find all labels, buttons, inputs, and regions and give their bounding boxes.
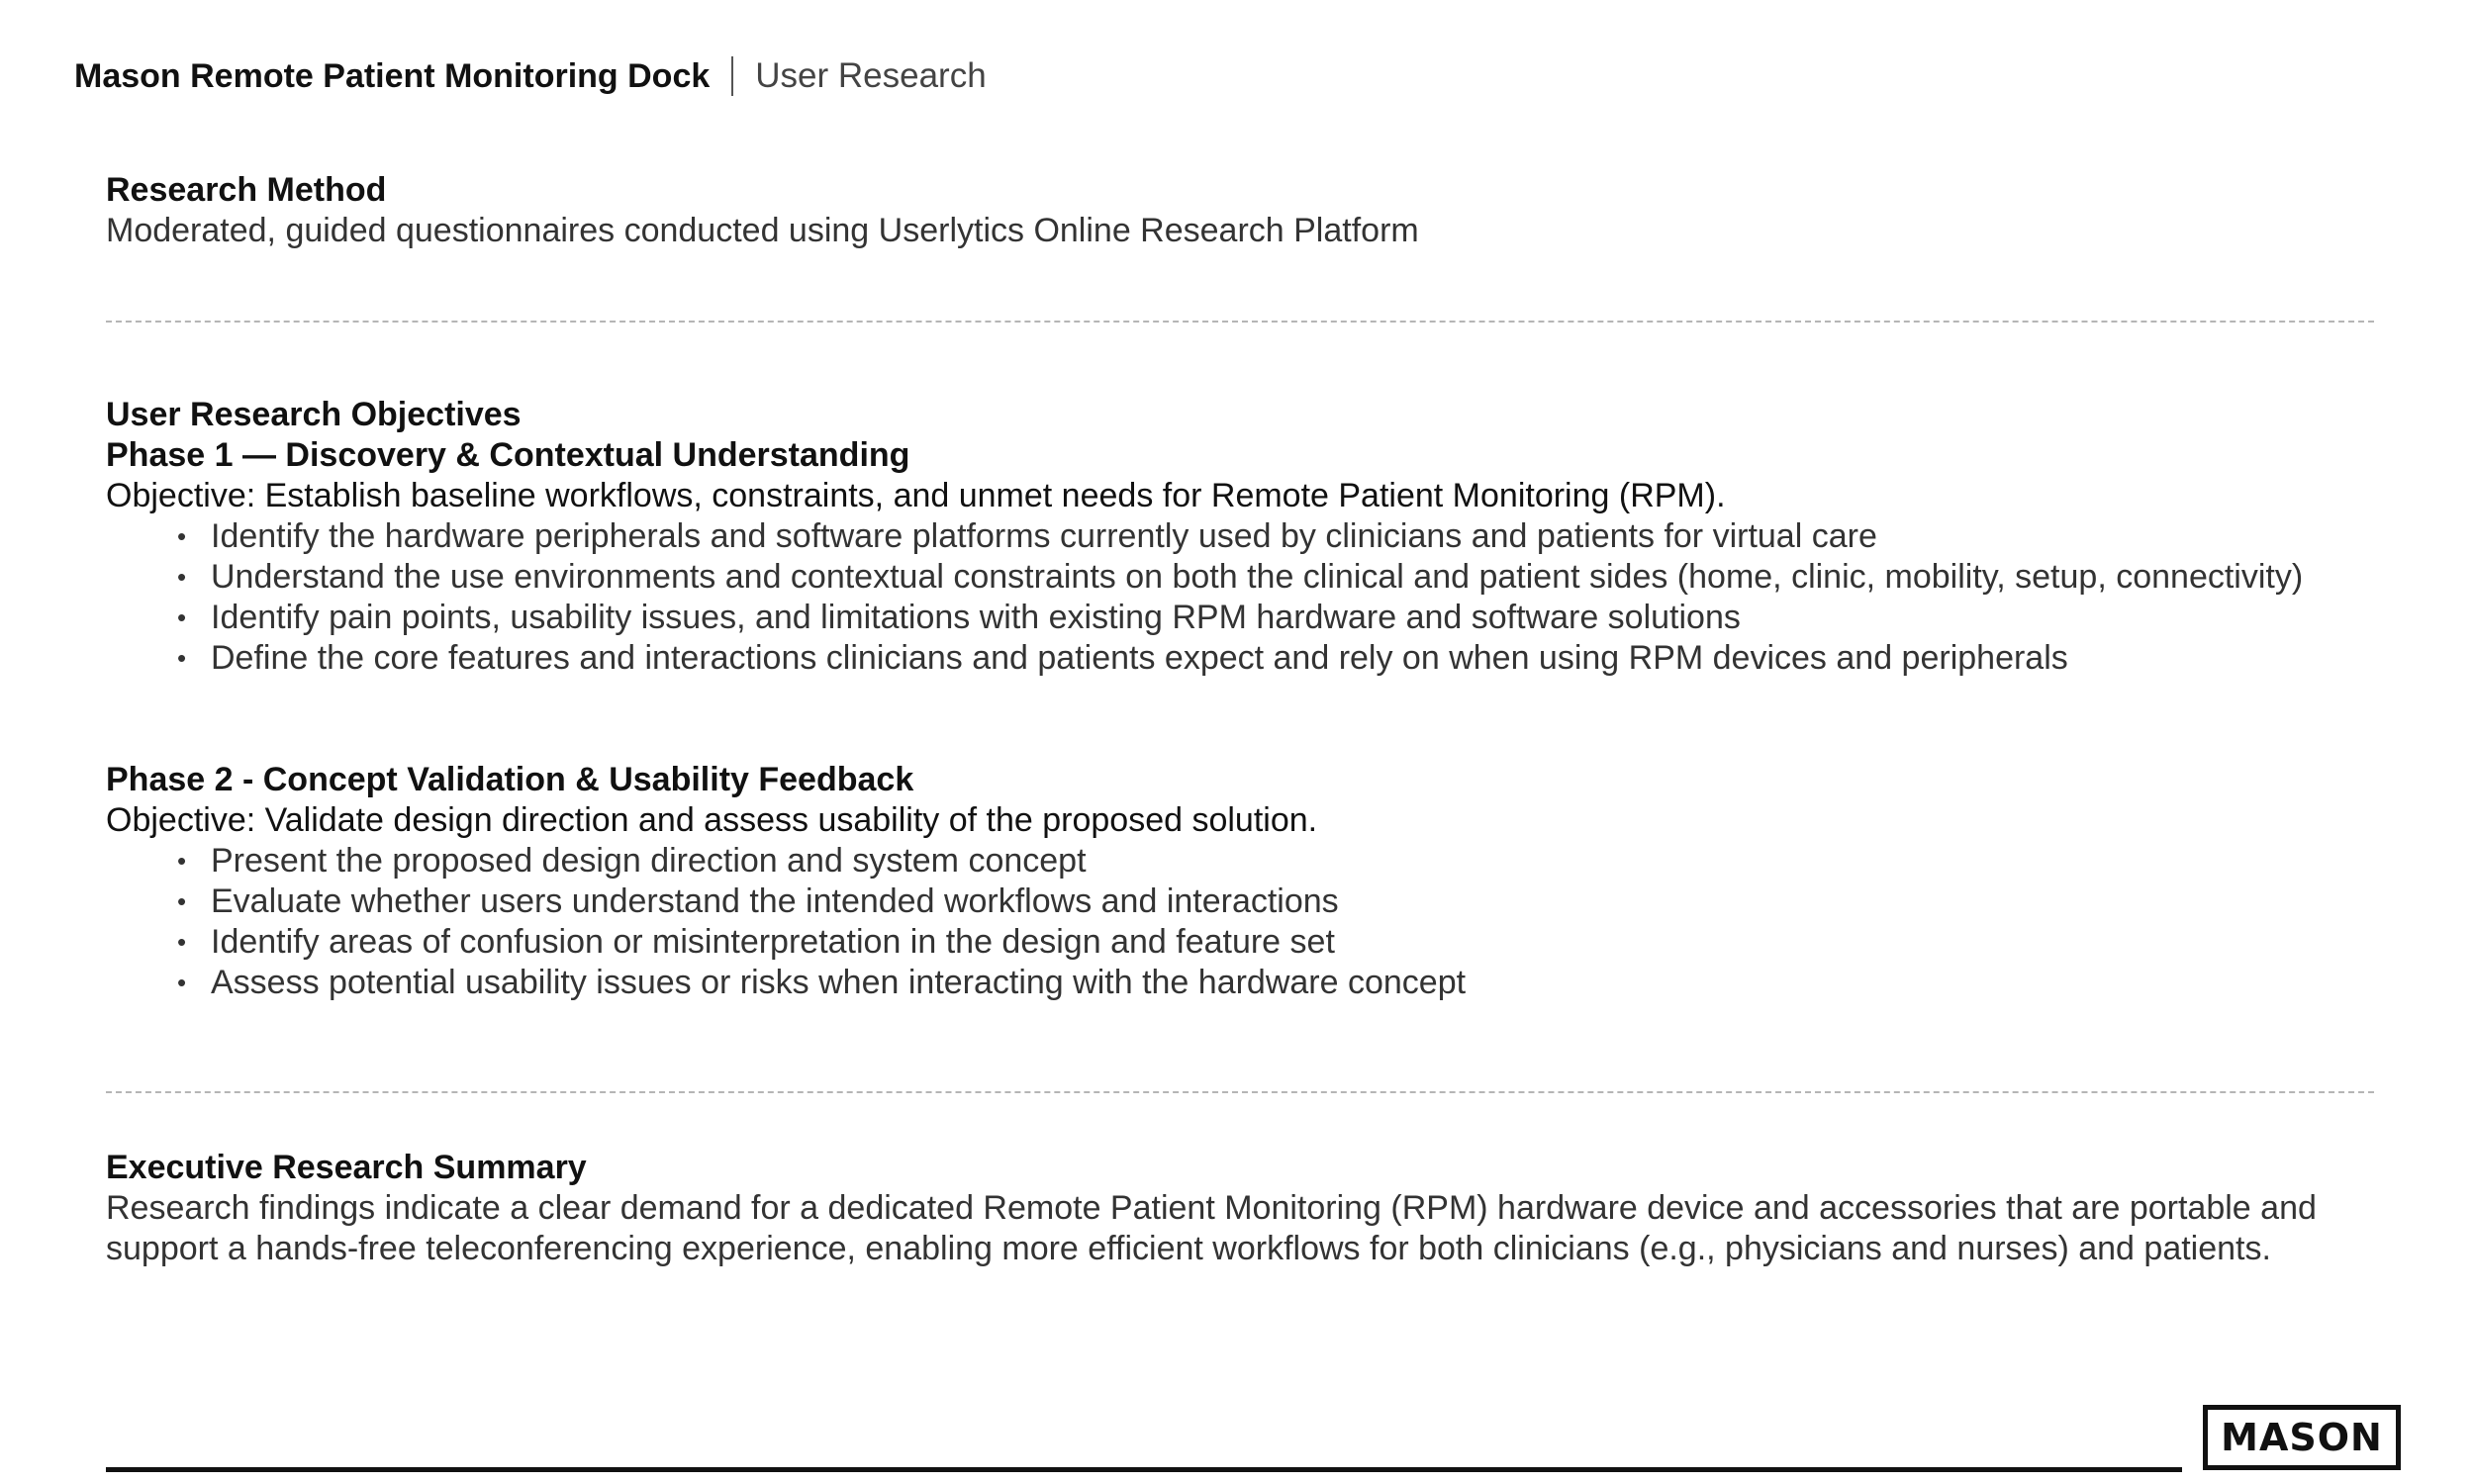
phase2-title: Phase 2 - Concept Validation & Usability Feedback	[106, 761, 914, 798]
phase1-bullet-list	[106, 516, 2382, 679]
list-item: • Present the proposed design direction and system concept	[177, 841, 2382, 881]
phase1-objective: Objective: Establish baseline workflows, constraints, and unmet needs for Remote Patient Monitoring (RPM).	[106, 477, 1726, 514]
page-header	[74, 51, 987, 101]
phase2-section	[106, 760, 2382, 1003]
summary-heading: Executive Research Summary	[106, 1149, 587, 1186]
list-item: • Identify the hardware peripherals and software platforms currently used by clinicians and patients for virtual care	[177, 516, 2382, 557]
list-item: • Define the core features and interactions clinicians and patients expect and rely on when using RPM devices and peripherals	[177, 638, 2382, 679]
section-title: User Research	[755, 56, 987, 95]
list-item: • Identify areas of confusion or misinterpretation in the design and feature set	[177, 922, 2382, 963]
section-divider	[106, 1091, 2374, 1093]
research-method-section	[106, 170, 2382, 251]
summary-section	[106, 1148, 2382, 1269]
summary-text: Research findings indicate a clear demand for a dedicated Remote Patient Monitoring (RPM) hardware device and accessories that are portable and support a hands-free teleconferencing experience, enabling more efficient workflows for both clinicians (e.g., physicians and nurses) and patients.	[106, 1189, 2317, 1267]
objectives-heading: User Research Objectives	[106, 396, 522, 433]
section-divider	[106, 321, 2374, 323]
header-divider	[731, 56, 733, 96]
list-item: • Evaluate whether users understand the intended workflows and interactions	[177, 881, 2382, 922]
product-title: Mason Remote Patient Monitoring Dock	[74, 56, 711, 95]
phase2-bullet-list	[106, 841, 2382, 1003]
mason-logo	[2203, 1405, 2401, 1470]
research-method-heading: Research Method	[106, 171, 387, 209]
list-item: • Assess potential usability issues or risks when interacting with the hardware concept	[177, 963, 2382, 1003]
research-method-text: Moderated, guided questionnaires conducted using Userlytics Online Research Platform	[106, 212, 1419, 249]
footer-rule	[106, 1467, 2182, 1472]
list-item: • Understand the use environments and contextual constraints on both the clinical and patient sides (home, clinic, mobility, setup, connectivity)	[177, 557, 2382, 598]
logo-text: MASON	[2221, 1416, 2383, 1459]
phase2-objective: Objective: Validate design direction and assess usability of the proposed solution.	[106, 801, 1318, 839]
phase1-title: Phase 1 — Discovery & Contextual Understanding	[106, 436, 910, 474]
objectives-section	[106, 395, 2382, 679]
list-item: • Identify pain points, usability issues, and limitations with existing RPM hardware and software solutions	[177, 598, 2382, 638]
